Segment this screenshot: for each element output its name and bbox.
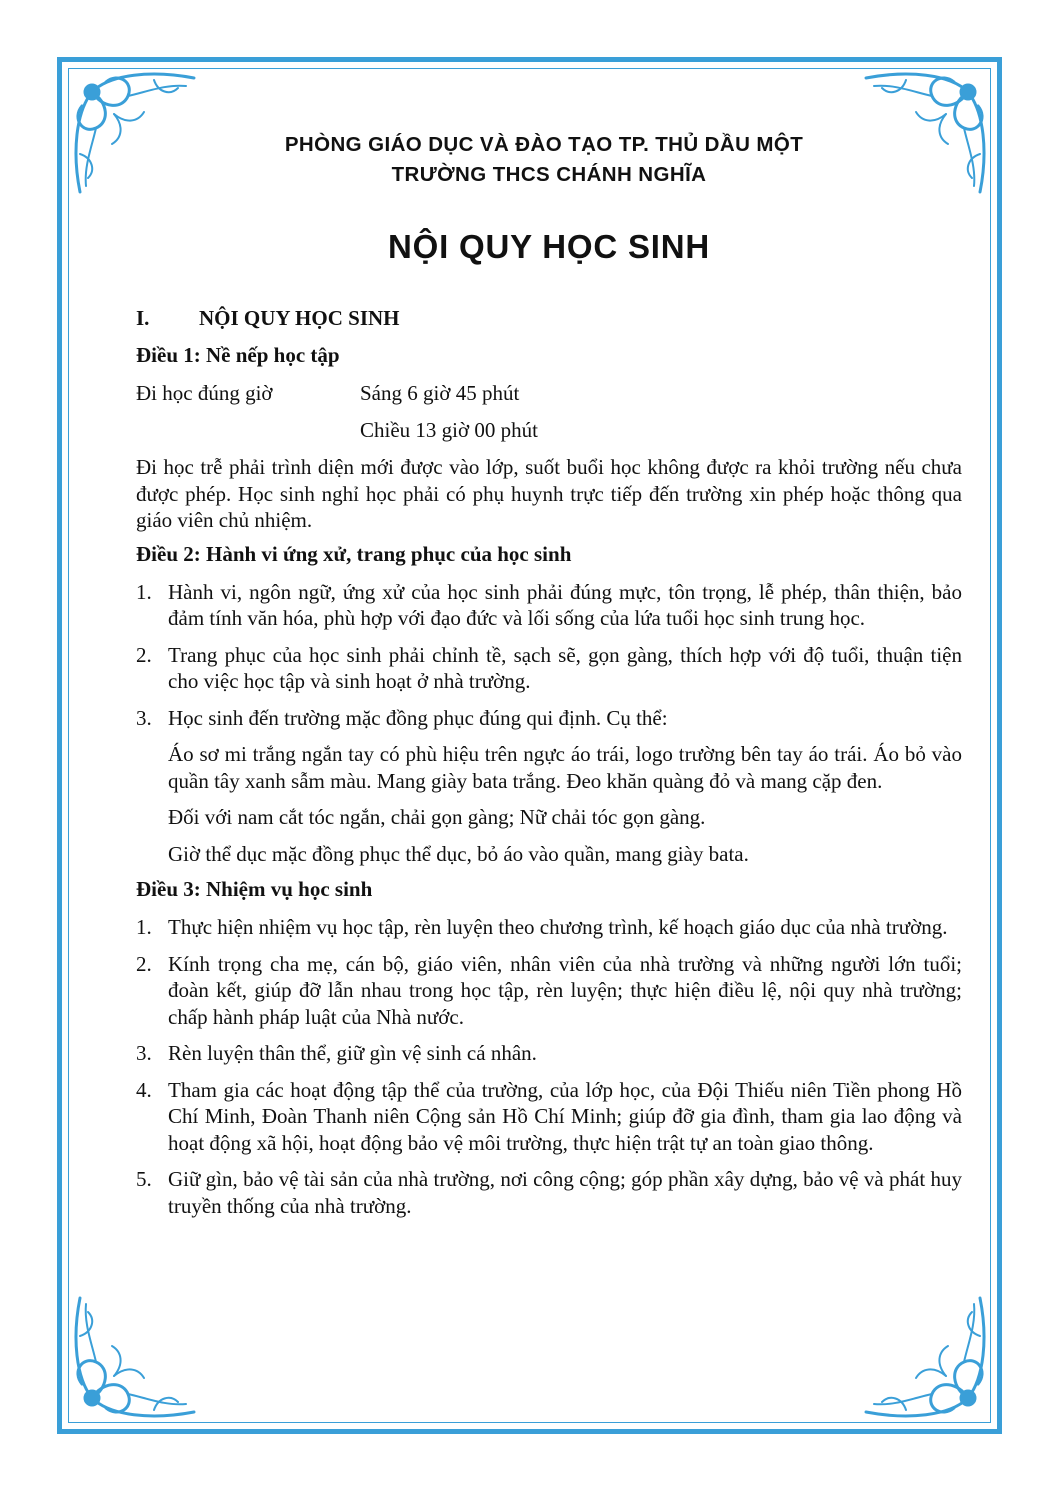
afternoon-time: Chiều 13 giờ 00 phút	[360, 418, 538, 442]
ornament-bottom-right-icon	[848, 1278, 998, 1428]
list-item: 2. Trang phục của học sinh phải chỉnh tề, sạch sẽ, gọn gàng, thích hợp với độ tuổi, thuận tiện cho việc học tập và sinh hoạt ở nhà trường.	[136, 642, 962, 693]
section-number: I.	[136, 306, 150, 330]
morning-time: Sáng 6 giờ 45 phút	[360, 381, 520, 405]
article-3-heading: Điều 3: Nhiệm vụ học sinh	[136, 877, 373, 901]
school-header: TRƯỜNG THCS CHÁNH NGHĨA	[391, 163, 707, 186]
list-item: 1. Hành vi, ngôn ngữ, ứng xử của học sinh phải đúng mực, tôn trọng, lễ phép, thân thiện, bảo đảm tính văn hóa, phù hợp với đạo đức và lối sống của lứa tuổi học sinh trung học.	[136, 579, 962, 630]
article-1-heading: Điều 1: Nề nếp học tập	[136, 343, 340, 367]
list-item: 3. Học sinh đến trường mặc đồng phục đúng qui định. Cụ thể:	[136, 705, 668, 730]
page-title: NỘI QUY HỌC SINH	[387, 228, 711, 265]
article-2-heading: Điều 2: Hành vi ứng xử, trang phục của học sinh	[136, 541, 572, 566]
ornament-bottom-left-icon	[62, 1278, 212, 1428]
document-body	[136, 130, 962, 1229]
list-item: 1. Thực hiện nhiệm vụ học tập, rèn luyện theo chương trình, kế hoạch giáo dục của nhà trường.	[136, 915, 948, 939]
department-header: PHÒNG GIÁO DỤC VÀ ĐÀO TẠO TP. THỦ DẦU MỘT	[284, 133, 804, 156]
pe-uniform-rule: Giờ thể dục mặc đồng phục thể dục, bỏ áo vào quần, mang giày bata.	[168, 841, 749, 866]
list-item: 3. Rèn luyện thân thể, giữ gìn vệ sinh cá nhân.	[136, 1041, 537, 1065]
article-1-paragraph: Đi học trễ phải trình diện mới được vào lớp, suốt buổi học không được ra khỏi trường nếu chưa được phép. Học sinh nghỉ học phải có phụ huynh trực tiếp đến trường xin phép hoặc thông qua giáo viên chủ nhiệm.	[136, 455, 962, 532]
list-item: 4. Tham gia các hoạt động tập thể của trường, của lớp học, của Đội Thiếu niên Tiền phong Hồ Chí Minh, Đoàn Thanh niên Cộng sản Hồ Chí Minh; giúp đỡ gia đình, tham gia lao động và hoạt động xã hội, hoạt động bảo vệ môi trường, thực hiện trật tự an toàn giao thông.	[136, 1077, 962, 1155]
time-label: Đi học đúng giờ	[136, 381, 273, 405]
time-row-afternoon	[136, 417, 962, 443]
section-heading	[136, 306, 962, 331]
uniform-detail: Áo sơ mi trắng ngắn tay có phù hiệu trên ngực áo trái, logo trường bên tay áo trái. Áo bỏ vào quần tây xanh sẫm màu. Mang giày bata trắng. Đeo khăn quàng đỏ và mang cặp đen.	[168, 742, 962, 793]
list-item: 2. Kính trọng cha mẹ, cán bộ, giáo viên, nhân viên của nhà trường và những người lớn tuổi; đoàn kết, giúp đỡ lẫn nhau trong học tập, rèn luyện; thực hiện điều lệ, nội quy nhà trường; chấp hành pháp luật của Nhà nước.	[136, 951, 962, 1029]
list-item: 5. Giữ gìn, bảo vệ tài sản của nhà trường, nơi công cộng; góp phần xây dựng, bảo vệ và phát huy truyền thống của nhà trường.	[136, 1167, 962, 1218]
article-2-list	[136, 579, 962, 732]
hair-rule: Đối với nam cắt tóc ngắn, chải gọn gàng; Nữ chải tóc gọn gàng.	[168, 805, 706, 829]
time-row-morning	[136, 380, 962, 406]
article-3-list	[136, 914, 962, 1219]
section-title: NỘI QUY HỌC SINH	[199, 306, 400, 330]
